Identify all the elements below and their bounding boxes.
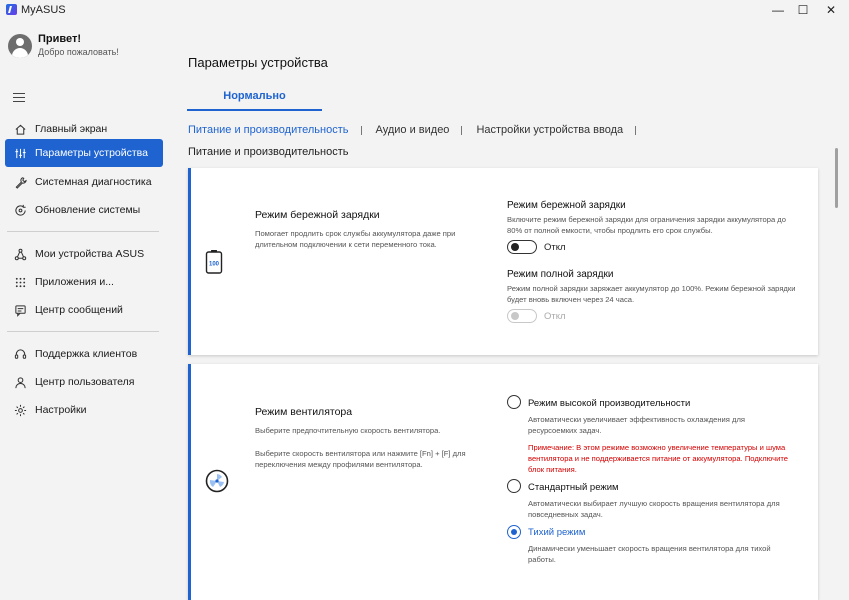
toggle-state-label: Откл [544, 311, 566, 322]
subtab-bar [188, 124, 650, 136]
toggle-state-label: Откл [544, 242, 566, 253]
radio-description: Автоматически увеличивает эффективность охлаждения для ресурсоемких задач. [528, 415, 745, 435]
sidebar-item-label: Параметры устройства [35, 147, 148, 159]
tab-input-devices[interactable]: Настройки устройства ввода [476, 124, 624, 136]
gear-icon [5, 396, 35, 424]
menu-icon[interactable] [13, 93, 25, 102]
care-charging-toggle[interactable] [507, 240, 537, 254]
sidebar-item-messages[interactable] [5, 296, 163, 324]
radio-performance-mode[interactable] [507, 395, 521, 409]
warning-note: Примечание: В этом режиме возможно увеличение температуры и шума вентилятора и не поддерживается питание от аккумулятора. Подключите блок питания. [528, 443, 788, 474]
sidebar-item-system-update[interactable] [5, 196, 163, 224]
tab-separator [361, 126, 362, 135]
sidebar-item-label: Обновление системы [35, 204, 141, 216]
welcome-text: Добро пожаловать! [38, 47, 119, 57]
sidebar-item-label: Главный экран [35, 123, 108, 135]
tab-separator [635, 126, 636, 135]
radio-description: Автоматически выбирает лучшую скорость вращения вентилятора для повседневных задач. [528, 499, 780, 519]
section-title: Питание и производительность [188, 146, 349, 158]
radio-label[interactable]: Режим высокой производительности [528, 398, 691, 409]
sidebar-item-label: Настройки [35, 404, 87, 416]
apps-grid-icon [5, 268, 35, 296]
sidebar-item-label: Мои устройства ASUS [35, 248, 145, 260]
sidebar-item-label: Центр сообщений [35, 304, 123, 316]
option-description: Включите режим бережной зарядки для ограничения зарядки аккумулятора до 80% от полной емкости, чтобы продлить его срок службы. [507, 215, 786, 235]
fan-icon [205, 469, 229, 498]
tab-audio-video[interactable]: Аудио и видео [375, 124, 450, 136]
minimize-button[interactable]: — [772, 3, 784, 17]
radio-standard-mode[interactable] [507, 479, 521, 493]
fan-mode-card [188, 364, 818, 600]
sidebar-item-label: Поддержка клиентов [35, 348, 138, 360]
full-charging-toggle[interactable] [507, 309, 537, 323]
option-title: Режим бережной зарядки [507, 200, 626, 211]
sidebar-item-apps[interactable] [5, 268, 163, 296]
card-description: Помогает продлить срок службы аккумулятора даже при длительном подключении к сети переменного тока. [255, 229, 456, 249]
user-icon [5, 368, 35, 396]
radio-label[interactable]: Тихий режим [528, 527, 586, 538]
close-button[interactable]: ✕ [825, 3, 837, 17]
sidebar-item-label: Приложения и... [35, 276, 114, 288]
sidebar-item-label: Центр пользователя [35, 376, 135, 388]
sidebar-divider [7, 231, 159, 232]
sliders-icon [5, 139, 35, 167]
main-content [167, 20, 849, 600]
sidebar-item-device-settings[interactable] [5, 139, 163, 167]
sidebar-item-my-devices[interactable] [5, 240, 163, 268]
tab-normal-mode[interactable]: Нормально [187, 90, 322, 111]
page-title: Параметры устройства [188, 55, 328, 70]
sidebar-item-diagnostics[interactable] [5, 168, 163, 196]
sidebar-item-user-center[interactable] [5, 368, 163, 396]
app-title: MyASUS [21, 4, 66, 16]
greeting: Привет! [38, 33, 82, 45]
battery-icon [205, 250, 225, 279]
card-title: Режим вентилятора [255, 406, 353, 418]
radio-quiet-mode[interactable] [507, 525, 521, 539]
sidebar [0, 20, 167, 600]
update-icon [5, 196, 35, 224]
sidebar-item-settings[interactable] [5, 396, 163, 424]
option-title: Режим полной зарядки [507, 269, 614, 280]
radio-description: Динамически уменьшает скорость вращения вентилятора для тихой работы. [528, 544, 771, 564]
maximize-button[interactable]: ☐ [797, 3, 809, 17]
message-icon [5, 296, 35, 324]
myasus-logo-icon [6, 4, 17, 15]
option-description: Режим полной зарядки заряжает аккумулятор до 100%. Режим бережной зарядки будет вновь включен через 24 часа. [507, 284, 796, 304]
card-description: Выберите предпочтительную скорость вентилятора. [255, 426, 441, 435]
headset-icon [5, 340, 35, 368]
card-title: Режим бережной зарядки [255, 209, 380, 221]
scrollbar[interactable] [835, 148, 838, 208]
svg-text:100: 100 [208, 261, 220, 268]
sidebar-item-support[interactable] [5, 340, 163, 368]
tab-power-performance[interactable]: Питание и производительность [188, 124, 349, 136]
sidebar-divider [7, 331, 159, 332]
avatar[interactable] [8, 34, 32, 58]
card-description: Выберите скорость вентилятора или нажмите [Fn] + [F] для переключения между профилями вентилятора. [255, 449, 466, 469]
tab-separator [461, 126, 462, 135]
battery-care-card [188, 168, 818, 355]
devices-icon [5, 240, 35, 268]
wrench-icon [5, 168, 35, 196]
radio-label[interactable]: Стандартный режим [528, 482, 619, 493]
title-bar [0, 0, 849, 20]
sidebar-item-label: Системная диагностика [35, 176, 152, 188]
